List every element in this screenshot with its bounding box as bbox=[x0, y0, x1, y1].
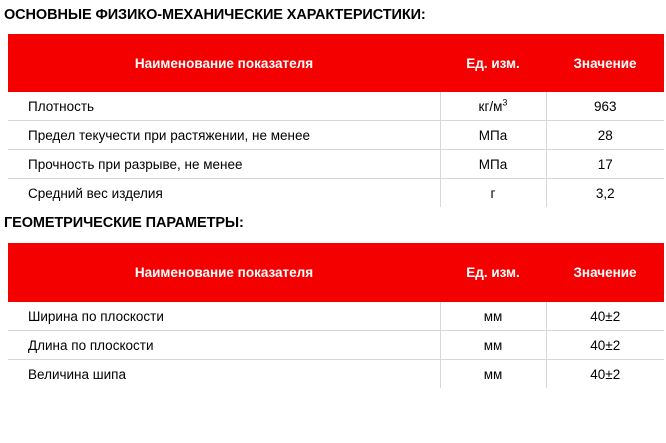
cell-value: 40±2 bbox=[546, 302, 664, 331]
cell-value: 40±2 bbox=[590, 366, 621, 382]
cell-name: Средний вес изделия bbox=[8, 179, 440, 208]
cell-unit-text: кг/м bbox=[478, 98, 503, 114]
column-header-unit: Ед. изм. bbox=[440, 243, 546, 302]
cell-value: 3,2 bbox=[595, 185, 615, 201]
column-header-name: Наименование показателя bbox=[8, 243, 440, 302]
table-row bbox=[8, 179, 664, 208]
cell-value: 28 bbox=[546, 121, 664, 150]
table-row bbox=[8, 360, 664, 389]
cell-unit-text: МПа bbox=[478, 156, 508, 172]
cell-unit bbox=[440, 121, 546, 150]
column-header-value: Значение bbox=[546, 243, 664, 302]
cell-unit-text: МПа bbox=[478, 127, 508, 143]
table-wrapper-physical-mechanical bbox=[0, 34, 666, 207]
table-wrapper-geometric bbox=[0, 243, 666, 388]
table-body-geometric bbox=[8, 302, 664, 388]
table-row bbox=[8, 92, 664, 121]
cell-unit bbox=[440, 150, 546, 179]
cell-name: Предел текучести при растяжении, не менее bbox=[8, 121, 440, 150]
cell-unit: мм bbox=[440, 360, 546, 389]
cell-unit: мм bbox=[440, 302, 546, 331]
table-header-geometric bbox=[8, 243, 664, 302]
table-physical-mechanical bbox=[8, 34, 664, 207]
column-header-value: Значение bbox=[546, 34, 664, 92]
table-row bbox=[8, 150, 664, 179]
section-title-physical-mechanical: ОСНОВНЫЕ ФИЗИКО-МЕХАНИЧЕСКИЕ ХАРАКТЕРИСТИКИ: bbox=[4, 7, 426, 23]
cell-name: Прочность при разрыве, не менее bbox=[8, 150, 440, 179]
cell-unit bbox=[440, 179, 546, 208]
cell-unit-text: г bbox=[490, 185, 496, 201]
table-row bbox=[8, 302, 664, 331]
table-header-row bbox=[8, 34, 664, 92]
cell-unit bbox=[440, 92, 546, 121]
cell-value: 17 bbox=[546, 150, 664, 179]
cell-name: Плотность bbox=[8, 92, 440, 121]
table-header-row bbox=[8, 243, 664, 302]
column-header-name: Наименование показателя bbox=[8, 34, 440, 92]
table-geometric bbox=[8, 243, 664, 388]
cell-name: Величина шипа bbox=[8, 360, 440, 389]
section-title-geometric-parameters: ГЕОМЕТРИЧЕСКИЕ ПАРАМЕТРЫ: bbox=[4, 215, 244, 231]
cell-unit-superscript: 3 bbox=[502, 97, 508, 107]
table-row bbox=[8, 121, 664, 150]
cell-unit: мм bbox=[440, 331, 546, 360]
cell-name: Ширина по плоскости bbox=[8, 302, 440, 331]
cell-name: Длина по плоскости bbox=[8, 331, 440, 360]
cell-value: 963 bbox=[546, 92, 664, 121]
table-header-physical-mechanical bbox=[8, 34, 664, 92]
column-header-unit: Ед. изм. bbox=[440, 34, 546, 92]
table-body-physical-mechanical bbox=[8, 92, 664, 207]
cell-value: 40±2 bbox=[546, 331, 664, 360]
table-row bbox=[8, 331, 664, 360]
